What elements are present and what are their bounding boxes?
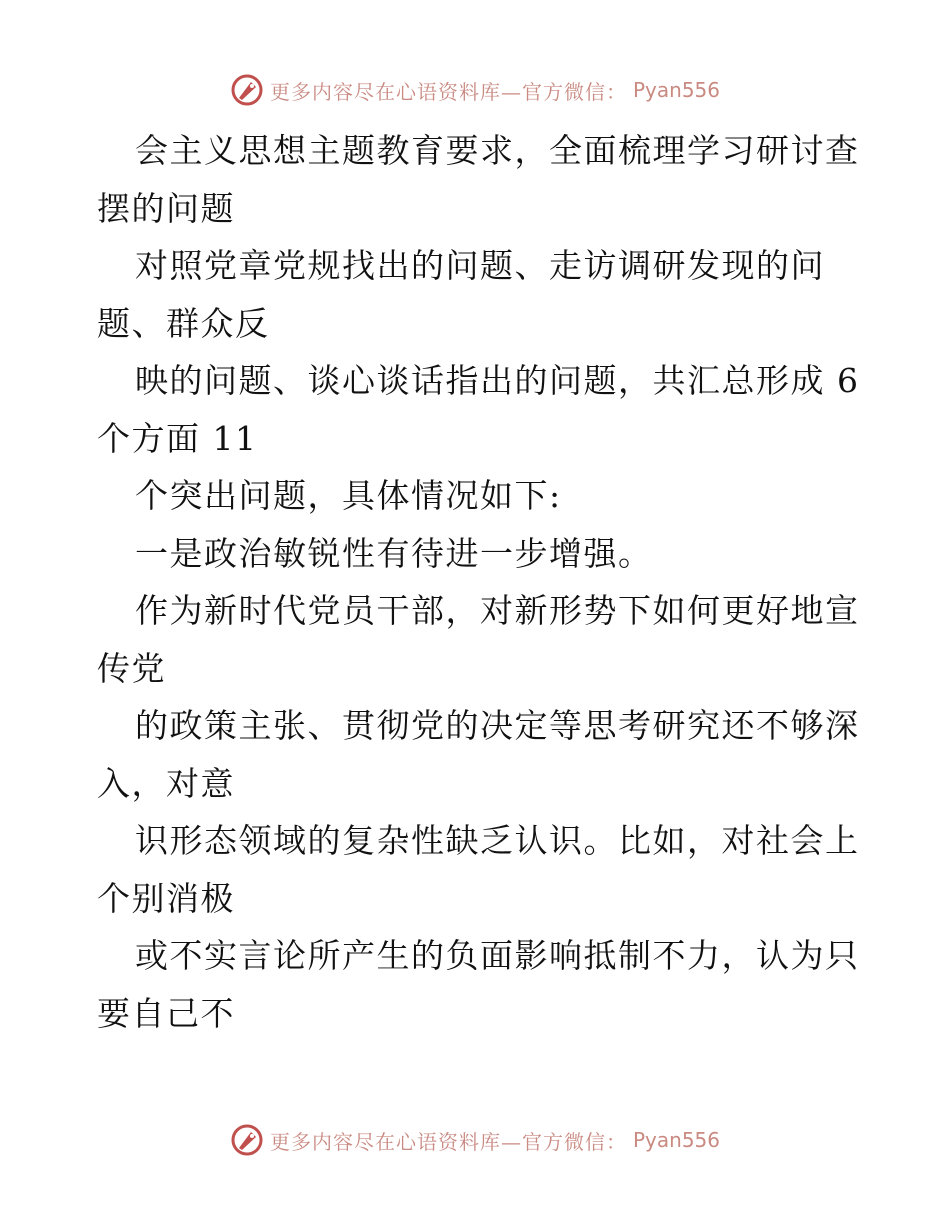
watermark-wechat-id: Pyan556 [632, 1128, 720, 1152]
watermark-text: 更多内容尽在心语资料库—官方微信： [269, 1129, 627, 1154]
text-line: 个突出问题，具体情况如下: [135, 476, 562, 515]
pen-nib-logo-icon [230, 73, 264, 107]
header-watermark [0, 70, 950, 110]
text-line: 传党 [97, 648, 166, 688]
text-line: 个方面 11 [97, 418, 258, 458]
text-line: 入，对意 [97, 763, 235, 803]
text-line: 要自己不 [97, 993, 235, 1033]
text-line: 会主义思想主题教育要求，全面梳理学习研讨查 [135, 131, 860, 170]
footer-watermark [0, 1120, 950, 1160]
text-line: 映的问题、谈心谈话指出的问题，共汇总形成 6 [135, 361, 860, 400]
text-line: 识形态领域的复杂性缺乏认识。比如，对社会上 [135, 821, 860, 860]
text-line: 或不实言论所产生的负面影响抵制不力，认为只 [135, 936, 860, 975]
watermark-text: 更多内容尽在心语资料库—官方微信： [269, 79, 627, 104]
pen-nib-logo-icon [230, 1123, 264, 1157]
text-line: 的政策主张、贯彻党的决定等思考研究还不够深 [135, 706, 860, 745]
text-line: 对照党章党规找出的问题、走访调研发现的问 [135, 246, 825, 285]
text-line: 题、群众反 [97, 303, 270, 343]
text-line: 个别消极 [97, 878, 235, 918]
text-line: 摆的问题 [97, 188, 235, 228]
text-line: 作为新时代党员干部，对新形势下如何更好地宣 [135, 591, 860, 630]
document-body [97, 122, 860, 1042]
text-line: 一是政治敏锐性有待进一步增强。 [135, 533, 653, 573]
watermark-wechat-id: Pyan556 [632, 78, 720, 102]
